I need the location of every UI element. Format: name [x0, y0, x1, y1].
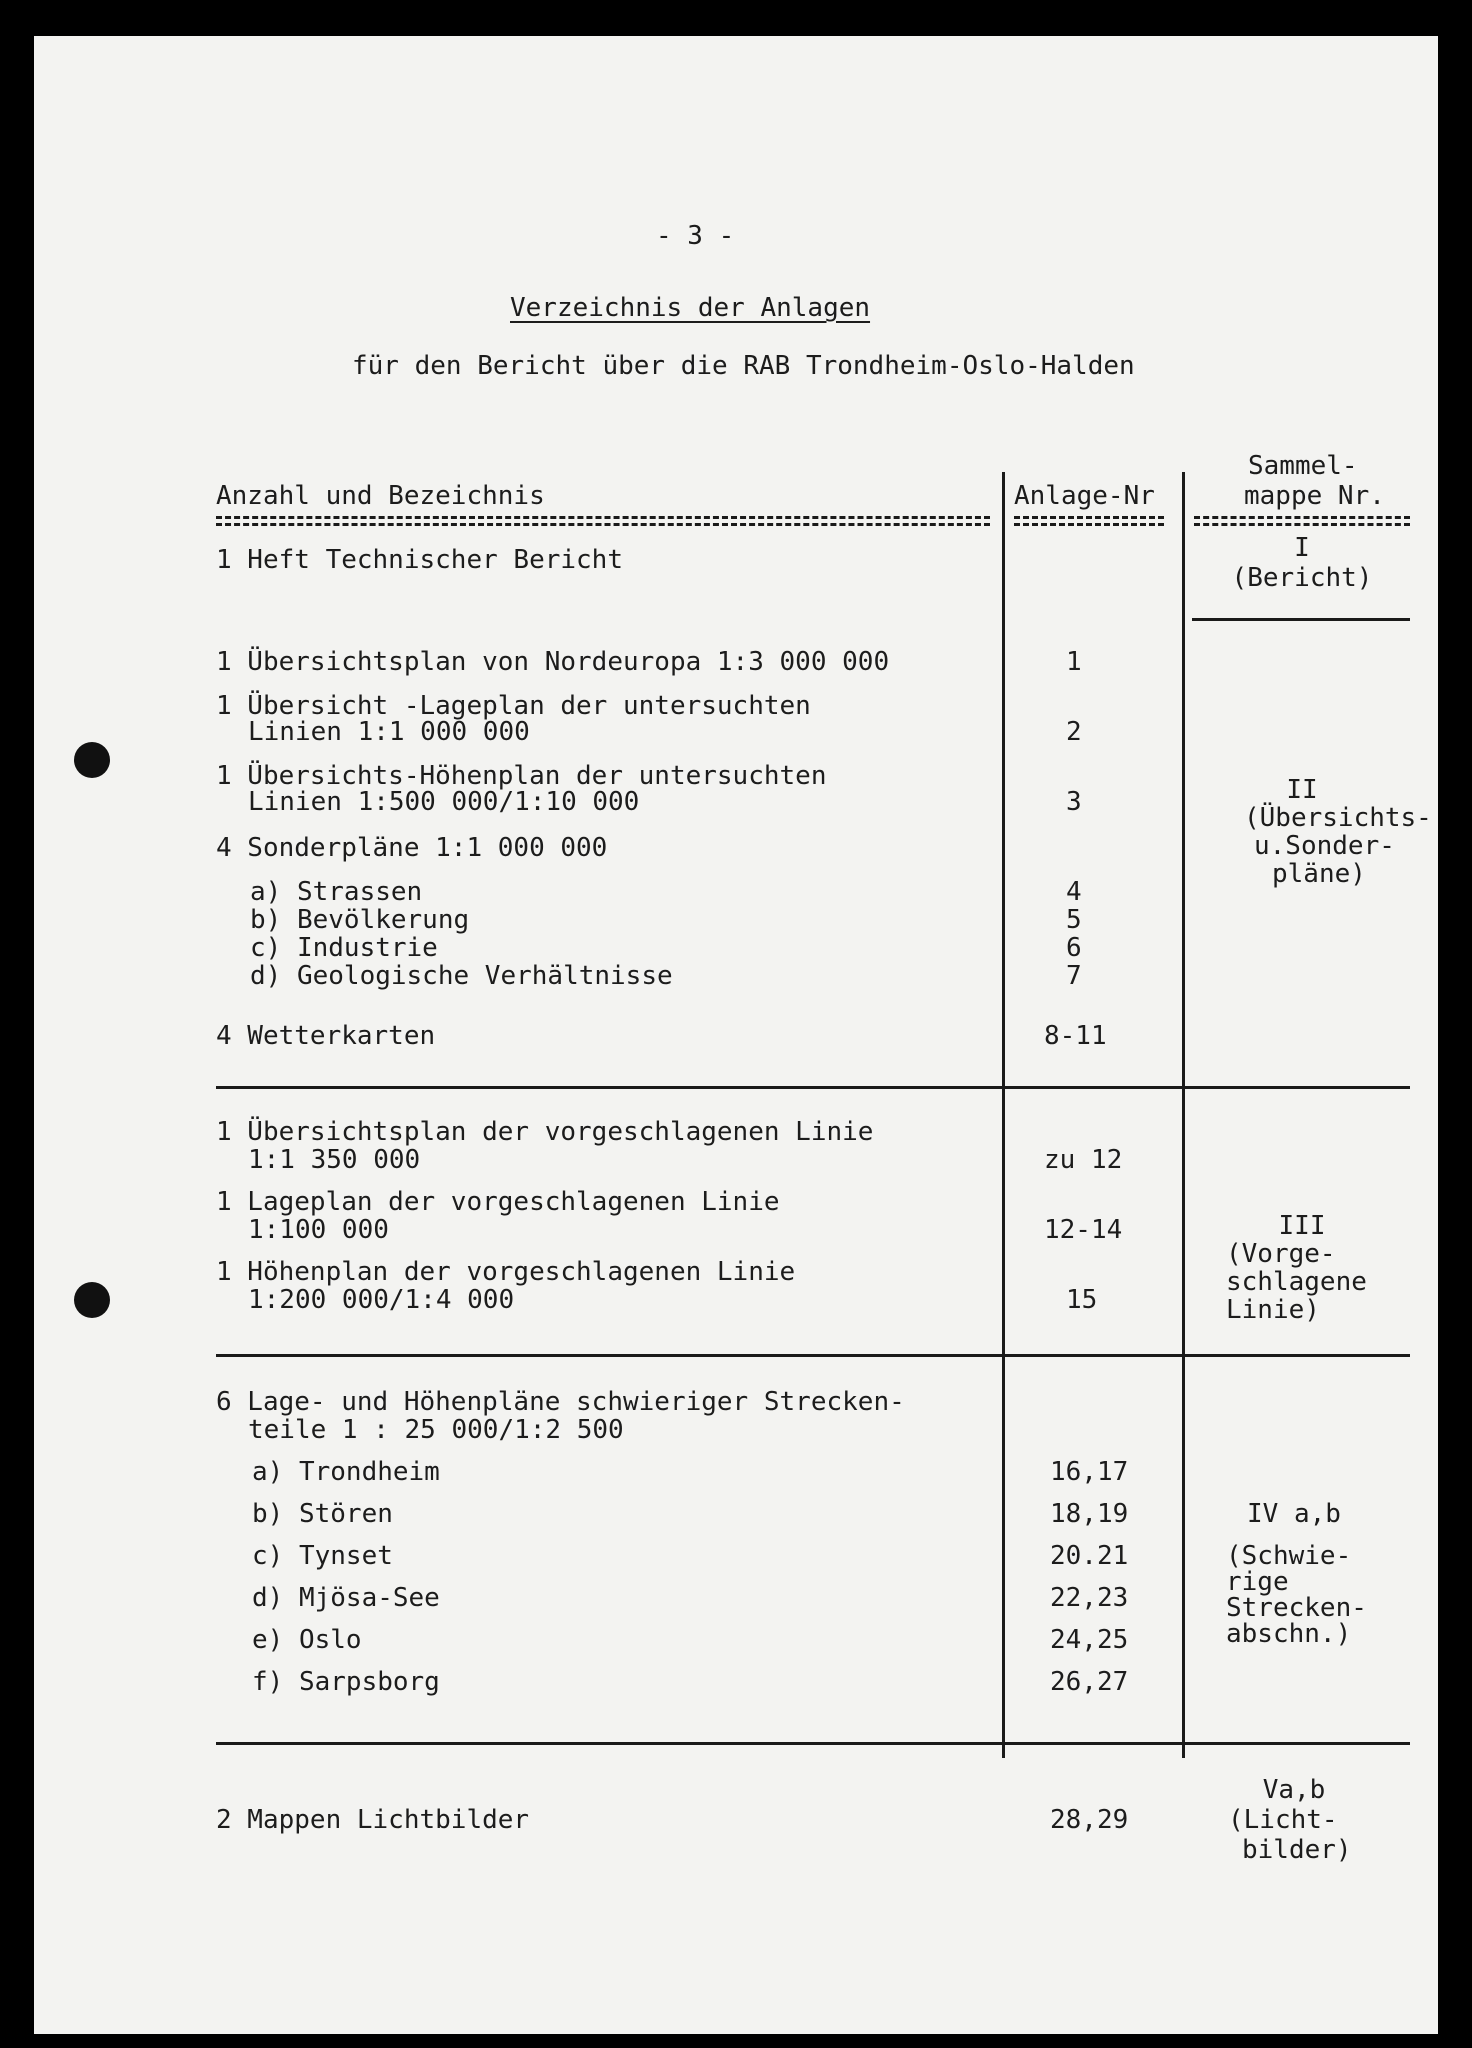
group-2-desc-1: (Übersichts- [1244, 803, 1432, 833]
header-anlage-nr: Anlage-Nr [1014, 481, 1155, 511]
row-10b-nr: 18,19 [1050, 1499, 1129, 1529]
row-10a-text: a) Trondheim [252, 1457, 440, 1487]
row-10c-nr: 20.21 [1050, 1541, 1129, 1571]
page-number: - 3 - [656, 221, 735, 251]
row-5c-nr: 6 [1066, 933, 1082, 963]
group-5-label: Va,b [1262, 1775, 1326, 1805]
row-5-text: 4 Sonderpläne 1:1 000 000 [216, 833, 608, 863]
document-page [34, 36, 1438, 2034]
row-10e-text: e) Oslo [252, 1625, 362, 1655]
section-divider-3-col3 [1192, 1354, 1410, 1357]
row-9-nr: 15 [1066, 1285, 1098, 1315]
row-10-text-1: 6 Lage- und Höhenpläne schwieriger Strecken- [216, 1387, 905, 1417]
row-5d-text: d) Geologische Verhältnisse [250, 961, 673, 991]
row-4-nr: 3 [1066, 787, 1082, 817]
row-11-nr: 28,29 [1050, 1805, 1129, 1835]
row-5a-text: a) Strassen [250, 877, 423, 907]
header-rule-col2 [1014, 516, 1164, 526]
row-10c-text: c) Tynset [252, 1541, 393, 1571]
row-10d-text: d) Mjösa-See [252, 1583, 440, 1613]
row-8-nr: 12-14 [1044, 1215, 1123, 1245]
group-2-desc-2: u.Sonder- [1254, 831, 1395, 861]
group-2-desc-3: pläne) [1272, 859, 1366, 889]
header-rule-col1 [216, 516, 990, 526]
row-5d-nr: 7 [1066, 961, 1082, 991]
row-4-text-2: Linien 1:500 000/1:10 000 [248, 787, 640, 817]
row-technischer-bericht: 1 Heft Technischer Bericht [216, 545, 623, 575]
group-4-desc-4: abschn.) [1226, 1619, 1352, 1649]
header-anzahl: Anzahl und Bezeichnis [216, 481, 545, 511]
document-title: Verzeichnis der Anlagen [510, 293, 871, 323]
row-4-text-1: 1 Übersichts-Höhenplan der untersuchten [216, 761, 827, 791]
row-6-text: 4 Wetterkarten [216, 1021, 436, 1051]
group-4-label: IV a,b [1247, 1499, 1341, 1529]
row-2-text: 1 Übersichtsplan von Nordeuropa 1:3 000 000 [216, 647, 890, 677]
row-5b-text: b) Bevölkerung [250, 905, 470, 935]
group-4-desc-1: (Schwie- [1226, 1541, 1352, 1571]
row-10f-nr: 26,27 [1050, 1667, 1129, 1697]
group-5-desc-1: (Licht- [1228, 1805, 1338, 1835]
row-3-text-1: 1 Übersicht -Lageplan der untersuchten [216, 691, 811, 721]
row-7-text-2: 1:1 350 000 [248, 1145, 421, 1175]
row-9-text-1: 1 Höhenplan der vorgeschlagenen Linie [216, 1257, 796, 1287]
row-10-text-2: teile 1 : 25 000/1:2 500 [248, 1415, 624, 1445]
document-subtitle: für den Bericht über die RAB Trondheim-Oslo-Halden [352, 351, 1135, 381]
row-8-text-1: 1 Lageplan der vorgeschlagenen Linie [216, 1187, 780, 1217]
group-1-label: I [1294, 533, 1310, 563]
row-3-text-2: Linien 1:1 000 000 [248, 717, 530, 747]
group-divider-1 [1192, 618, 1410, 621]
row-8-text-2: 1:100 000 [248, 1215, 389, 1245]
row-10a-nr: 16,17 [1050, 1457, 1129, 1487]
row-2-nr: 1 [1066, 647, 1082, 677]
punch-hole-top [74, 742, 110, 778]
column-divider-2 [1182, 472, 1185, 1758]
section-divider-2 [216, 1086, 1210, 1089]
row-5a-nr: 4 [1066, 877, 1082, 907]
group-2-label: II [1286, 775, 1318, 805]
group-3-label: III [1278, 1211, 1326, 1241]
row-10f-text: f) Sarpsborg [252, 1667, 440, 1697]
row-9-text-2: 1:200 000/1:4 000 [248, 1285, 515, 1315]
header-sammelmappe-1: Sammel- [1248, 451, 1358, 481]
row-6-nr: 8-11 [1044, 1021, 1107, 1051]
punch-hole-bottom [74, 1282, 110, 1318]
row-3-nr: 2 [1066, 717, 1082, 747]
section-divider-4 [216, 1742, 1210, 1745]
row-10e-nr: 24,25 [1050, 1625, 1129, 1655]
row-5c-text: c) Industrie [250, 933, 438, 963]
row-10d-nr: 22,23 [1050, 1583, 1129, 1613]
group-3-desc-2: schlagene [1226, 1267, 1367, 1297]
group-3-desc-1: (Vorge- [1226, 1239, 1336, 1269]
header-rule-col3 [1194, 516, 1410, 526]
section-divider-3 [216, 1354, 1210, 1357]
row-10b-text: b) Stören [252, 1499, 393, 1529]
row-7-nr: zu 12 [1044, 1145, 1123, 1175]
group-3-desc-3: Linie) [1226, 1295, 1320, 1325]
column-divider-1 [1002, 472, 1005, 1758]
group-5-desc-2: bilder) [1242, 1835, 1352, 1865]
group-1-desc: (Bericht) [1231, 563, 1373, 593]
row-11-text: 2 Mappen Lichtbilder [216, 1805, 530, 1835]
group-4-desc-2: rige [1226, 1567, 1289, 1597]
row-5b-nr: 5 [1066, 905, 1082, 935]
header-sammelmappe-2: mappe Nr. [1244, 481, 1385, 511]
group-4-desc-3: Strecken- [1226, 1593, 1367, 1623]
section-divider-4-col3 [1192, 1742, 1410, 1745]
row-7-text-1: 1 Übersichtsplan der vorgeschlagenen Linie [216, 1117, 874, 1147]
section-divider-2-col3 [1192, 1086, 1410, 1089]
